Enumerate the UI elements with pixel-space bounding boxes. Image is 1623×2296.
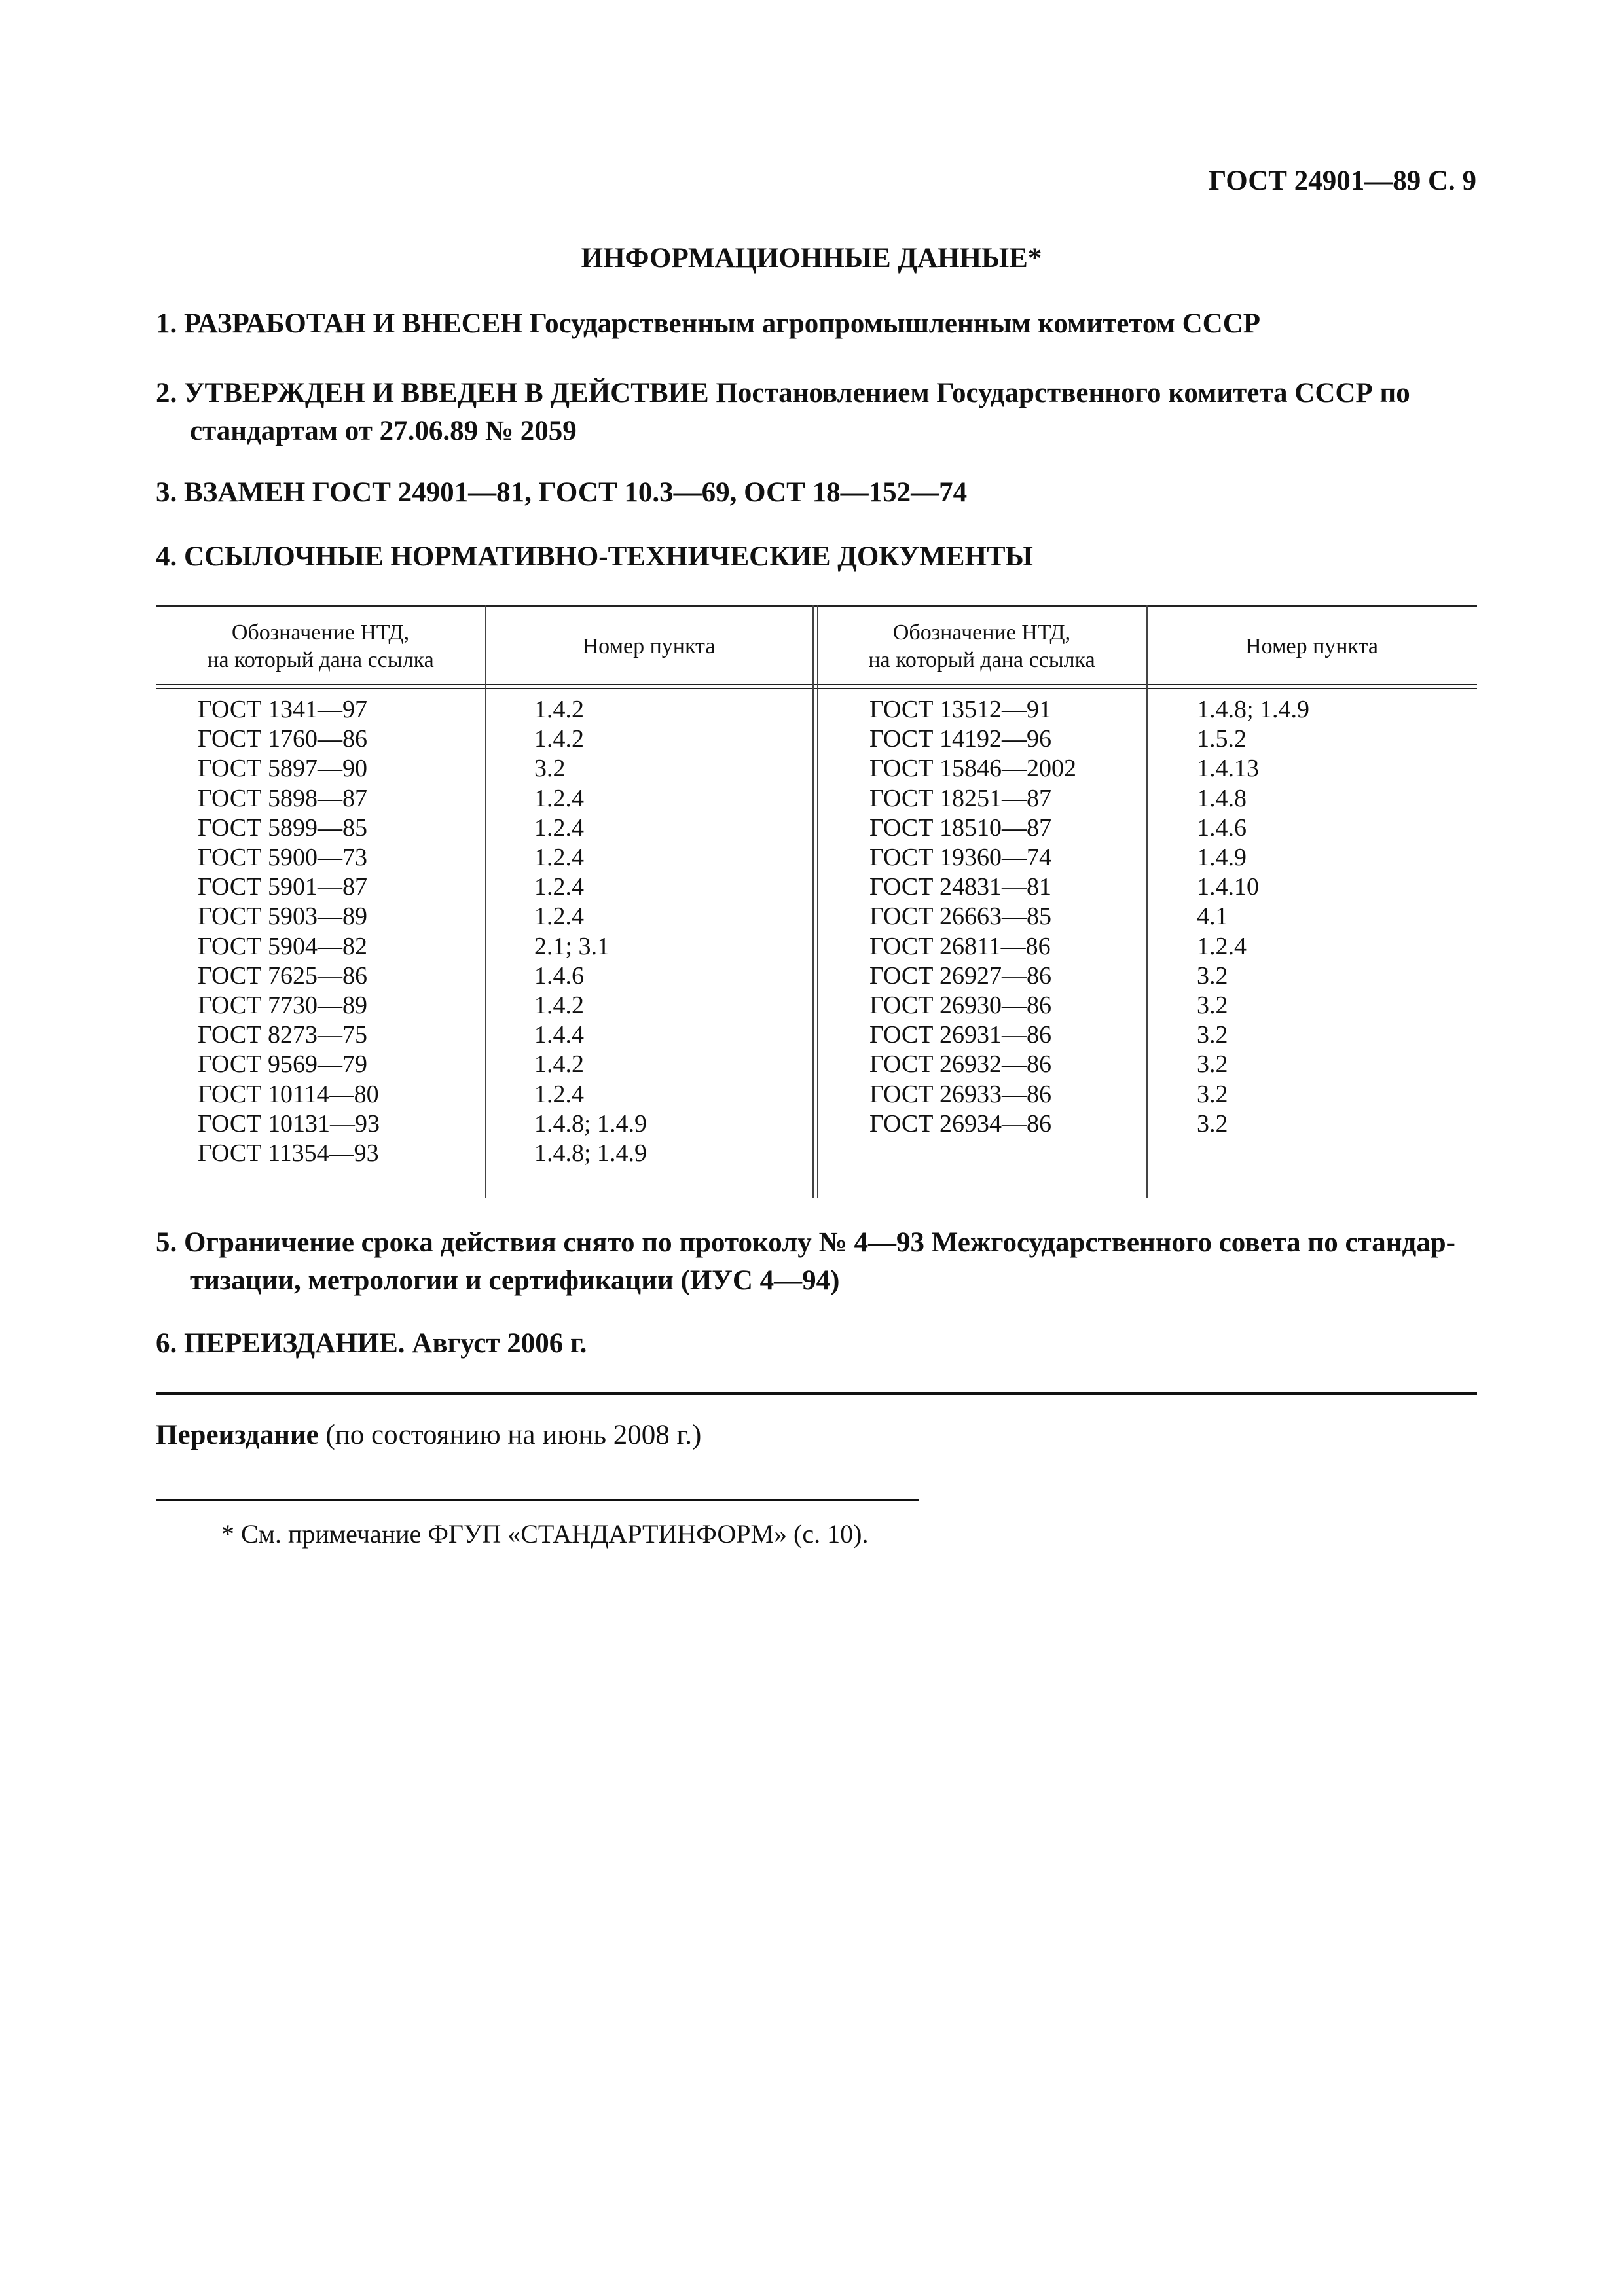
- table-cell: 1.4.8: [1197, 784, 1247, 812]
- header-item-label: Номер пункта: [582, 634, 716, 658]
- table-cell: ГОСТ 10131—93: [198, 1109, 380, 1138]
- table-cell: 4.1: [1197, 903, 1228, 931]
- table-cell: ГОСТ 26934—86: [869, 1109, 1051, 1138]
- header-doc-line2: на который дана ссылка: [207, 647, 434, 672]
- table-cell: 1.4.8; 1.4.9: [534, 1139, 647, 1168]
- header-item-label: Номер пункта: [1245, 634, 1378, 658]
- item-validity-line2: тизации, метрологии и сертификации (ИУС 4—94): [190, 1265, 840, 1296]
- table-cell: ГОСТ 24831—81: [869, 873, 1051, 901]
- table-cell: ГОСТ 5904—82: [198, 932, 367, 960]
- reprint-note: [156, 1419, 701, 1451]
- item-replaces: 3. ВЗАМЕН ГОСТ 24901—81, ГОСТ 10.3—69, ОСТ 18—152—74: [156, 477, 968, 508]
- table-cell: ГОСТ 7730—89: [198, 992, 367, 1020]
- col-left-docs: [198, 695, 380, 1168]
- table-header-rule-double: [156, 688, 1477, 689]
- reprint-detail: (по состоянию на июнь 2008 г.): [325, 1420, 702, 1450]
- table-cell: 3.2: [534, 755, 566, 783]
- item-references: 4. ССЫЛОЧНЫЕ НОРМАТИВНО-ТЕХНИЧЕСКИЕ ДОКУМЕНТЫ: [156, 541, 1033, 572]
- table-col-divider: [1146, 605, 1148, 1198]
- table-cell: ГОСТ 18251—87: [869, 784, 1051, 812]
- footnote-rule: [156, 1499, 919, 1501]
- header-doc-line2: на который дана ссылка: [868, 647, 1095, 672]
- table-cell: ГОСТ 5897—90: [198, 755, 367, 783]
- table-header-rule: [156, 684, 1477, 685]
- table-cell: ГОСТ 19360—74: [869, 844, 1051, 872]
- table-cell: ГОСТ 26663—85: [869, 903, 1051, 931]
- table-cell: 1.4.2: [534, 992, 584, 1020]
- table-cell: ГОСТ 11354—93: [198, 1139, 379, 1168]
- page-header: ГОСТ 24901—89 С. 9: [1208, 166, 1476, 196]
- item-validity-line1: 5. Ограничение срока действия снято по протоколу № 4—93 Межгосударственного совета по стандар-: [156, 1227, 1455, 1258]
- table-cell: 3.2: [1197, 1021, 1228, 1049]
- table-cell: 1.4.8; 1.4.9: [534, 1109, 647, 1138]
- table-cell: ГОСТ 5900—73: [198, 844, 367, 872]
- table-cell: ГОСТ 26933—86: [869, 1080, 1051, 1108]
- table-cell: ГОСТ 5903—89: [198, 903, 367, 931]
- table-cell: 1.4.2: [534, 696, 584, 723]
- col-left-items: [534, 695, 647, 1168]
- table-cell: 2.1; 3.1: [534, 932, 610, 960]
- item-approved: [156, 374, 1477, 450]
- section-divider: [156, 1392, 1477, 1395]
- table-cell: ГОСТ 26927—86: [869, 961, 1051, 990]
- table-cell: 1.4.9: [1197, 844, 1247, 872]
- item-validity: [156, 1224, 1477, 1300]
- reprint-label: Переиздание: [156, 1420, 319, 1450]
- table-cell: ГОСТ 18510—87: [869, 814, 1051, 842]
- table-cell: ГОСТ 14192—96: [869, 725, 1051, 753]
- table-cell: ГОСТ 5899—85: [198, 814, 367, 842]
- table-cell: 1.2.4: [534, 844, 584, 872]
- table-cell: 1.4.2: [534, 725, 584, 753]
- header-item-left: [485, 612, 812, 681]
- header-doc-line1: Обозначение НТД,: [892, 620, 1071, 645]
- table-cell: 1.4.6: [1197, 814, 1247, 842]
- references-table: [156, 605, 1477, 1198]
- table-col-divider: [485, 605, 486, 1198]
- table-double-divider-b: [817, 605, 818, 1198]
- item-reissue: 6. ПЕРЕИЗДАНИЕ. Август 2006 г.: [156, 1328, 587, 1359]
- table-cell: 3.2: [1197, 1050, 1228, 1079]
- table-cell: 3.2: [1197, 1109, 1228, 1138]
- table-cell: 1.4.8; 1.4.9: [1197, 696, 1310, 723]
- table-cell: 1.2.4: [534, 873, 584, 901]
- item-approved-line1: 2. УТВЕРЖДЕН И ВВЕДЕН В ДЕЙСТВИЕ Постановлением Государственного комитета СССР по: [156, 378, 1410, 408]
- table-top-rule: [156, 605, 1477, 607]
- table-cell: ГОСТ 26811—86: [869, 932, 1051, 960]
- table-cell: ГОСТ 26930—86: [869, 992, 1051, 1020]
- header-doc-right: [817, 612, 1146, 681]
- table-cell: 1.5.2: [1197, 725, 1247, 753]
- table-cell: ГОСТ 1341—97: [198, 696, 367, 723]
- table-cell: ГОСТ 5898—87: [198, 784, 367, 812]
- table-cell: 1.4.2: [534, 1050, 584, 1079]
- table-cell: 3.2: [1197, 1080, 1228, 1108]
- table-cell: 1.4.4: [534, 1021, 584, 1049]
- table-cell: ГОСТ 5901—87: [198, 873, 367, 901]
- table-cell: 1.4.10: [1197, 873, 1259, 901]
- table-cell: 1.2.4: [534, 903, 584, 931]
- header-doc-left: [156, 612, 485, 681]
- footnote: * См. примечание ФГУП «СТАНДАРТИНФОРМ» (с. 10).: [221, 1519, 869, 1549]
- table-cell: 1.2.4: [534, 784, 584, 812]
- table-cell: 1.4.6: [534, 961, 584, 990]
- header-item-right: [1146, 612, 1477, 681]
- item-developed: 1. РАЗРАБОТАН И ВНЕСЕН Государственным агропромышленным комитетом СССР: [156, 308, 1261, 339]
- table-cell: 3.2: [1197, 961, 1228, 990]
- table-cell: ГОСТ 7625—86: [198, 961, 367, 990]
- table-cell: 1.2.4: [1197, 932, 1247, 960]
- col-right-docs: [869, 695, 1076, 1139]
- col-right-items: [1197, 695, 1309, 1139]
- table-cell: ГОСТ 8273—75: [198, 1021, 367, 1049]
- table-cell: ГОСТ 26932—86: [869, 1050, 1051, 1079]
- header-doc-line1: Обозначение НТД,: [231, 620, 410, 645]
- table-cell: 1.2.4: [534, 814, 584, 842]
- table-cell: 3.2: [1197, 992, 1228, 1020]
- table-cell: 1.4.13: [1197, 755, 1259, 783]
- table-cell: ГОСТ 26931—86: [869, 1021, 1051, 1049]
- table-cell: ГОСТ 9569—79: [198, 1050, 367, 1079]
- table-cell: ГОСТ 13512—91: [869, 696, 1051, 723]
- table-cell: ГОСТ 1760—86: [198, 725, 367, 753]
- table-cell: 1.2.4: [534, 1080, 584, 1108]
- section-title: ИНФОРМАЦИОННЫЕ ДАННЫЕ*: [581, 243, 1042, 274]
- table-cell: ГОСТ 15846—2002: [869, 755, 1076, 783]
- table-double-divider-a: [812, 605, 814, 1198]
- item-approved-line2: стандартам от 27.06.89 № 2059: [190, 416, 577, 446]
- table-cell: ГОСТ 10114—80: [198, 1080, 379, 1108]
